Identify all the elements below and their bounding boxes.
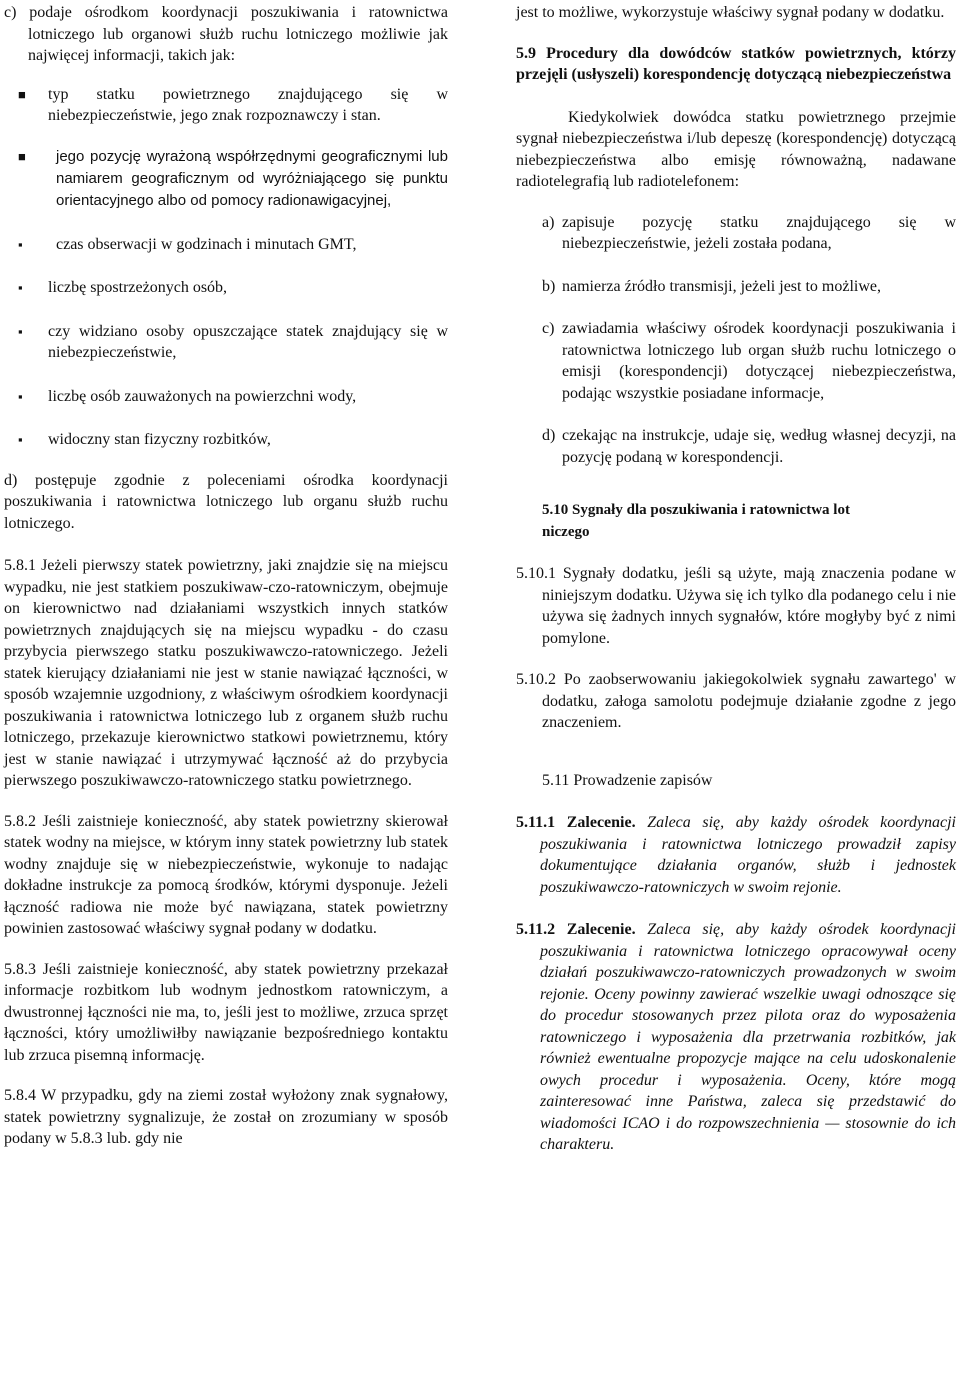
item-d: d) postępuje zgodnie z poleceniami ośrodka koordynacji poszukiwania i ratownictwa lotniczego lub organu służb ruchu lotniczego. [4, 471, 448, 532]
small-square-bullet-icon: ▪ [18, 432, 23, 447]
small-square-bullet-icon: ▪ [18, 236, 23, 252]
bullet-observation-time: ▪ czas obserwacji w godzinach i minutach GMT, [4, 234, 448, 256]
para-5-10-2: 5.10.2 Po zaobserwowaniu jakiegokolwiek sygnału zawartego' w dodatku, załoga samolotu podejmuje działanie zgodne z jego znaczeniem. [516, 671, 956, 731]
recommendation-label: Zalecenie. [566, 814, 636, 831]
heading-5-11: 5.11 Prowadzenie zapisów [542, 771, 713, 789]
bullet-persons-leaving: ▪ czy widziano osoby opuszczające statek znajdujący się w niebezpieczeństwie, [18, 322, 448, 361]
recommendation-5-11-1: 5.11.1 Zalecenie. Zaleca się, aby każdy ośrodek koordynacji poszukiwania i ratownictwa lotniczego prowadził zapisy dokumentujące działania organów, służb i jednostek poszukiwawczo-ratowniczych w swoim rejonie. [516, 814, 956, 896]
bullet-survivors-state: ▪ widoczny stan fizyczny rozbitków, [4, 429, 448, 451]
heading-5-9: 5.9 Procedury dla dowódców statków powietrznych, którzy przejęli (usłyszeli) korespondencję dotyczącą niebezpieczeństwa [516, 44, 956, 83]
list-item-b: b) namierza źródło transmisji, jeżeli jest to możliwe, [542, 277, 882, 295]
left-column [4, 0, 448, 1150]
para-5-8-1: 5.8.1 Jeżeli pierwszy statek powietrzny, jaki znajdzie się na miejscu wypadku, nie jest statkiem poszukiwaw-czo-ratowniczym, obejmuje on kierownictwo nad działaniami wszystkich innych statków powietrznych znajdujących się na miejscu wypadku - do czasu przybycia pierwszego statku poszukiwawczo-ratowniczego. Jeżeli statek kierujący działaniami nie jest w stanie nawiązać łączności, w sposób wzajemnie uzgodniony, z właściwym ośrodkiem koordynacji poszukiwania i ratownictwa lotniczego lub z organem służb ruchu lotniczego, przekazuje kierownictwo statkowi powietrznemu, który jest w stanie nawiązać i utrzymywać łączność aż do przybycia pierwszego poszukiwawczo-ratowniczego statku powietrznego. [4, 557, 448, 789]
bullet-aircraft-type: ■ typ statku powietrznego znajdującego się w niebezpieczeństwie, jego znak rozpoznawczy i stan. [18, 85, 448, 124]
recommendation-label: Zalecenie. [566, 921, 636, 938]
bullet-persons-water: ▪ liczbę osób zauważonych na powierzchni wody, [4, 386, 448, 408]
para-5-8-3: 5.8.3 Jeśli zaistnieje konieczność, aby statek powietrzny przekazał informacje rozbitkom lub wodnym jednostkom ratowniczym, a dwustronnej łączności nie ma, to, jeśli jest to możliwe, zrzuca sprzęt łączności, który umożliwiłby nawiązanie bezpośredniego kontaktu lub zrzuca pisemną informację. [4, 960, 448, 1064]
list-item-c: c) zawiadamia właściwy ośrodek koordynacji poszukiwania i ratownictwa lotniczego lub organ służb ruchu lotniczego o emisji (korespondencji) dotyczącej niebezpieczeństwa, podając wszystkie posiadane informacje, [542, 320, 956, 402]
para-5-10-1: 5.10.1 Sygnały dodatku, jeśli są użyte, mają znaczenia podane w niniejszym dodatku. Używa się ich tylko dla podanego celu i nie używa się żadnych innych sygnałów, które mogłyby być z nimi pomylone. [516, 565, 956, 647]
item-c-intro: c) podaje ośrodkom koordynacji poszukiwania i ratownictwa lotniczego lub organowi służb ruchu lotniczego możliwie jak najwięcej informacji, takich jak: [4, 4, 448, 64]
small-square-bullet-icon: ▪ [18, 388, 23, 404]
right-column [516, 0, 956, 1156]
square-bullet-icon: ■ [18, 148, 26, 164]
para-5-9: Kiedykolwiek dowódca statku powietrznego przejmie sygnał niebezpieczeństwa i/lub depeszę (korespondencję) dotyczącą niebezpieczeństwa albo emisję równoważną, nadawane radiotelegrafią lub radiotelefonem: [516, 108, 956, 190]
para-5-8-2: 5.8.2 Jeśli zaistnieje konieczność, aby statek powietrzny skierował statek wodny na miejsce, w którym inny statek powietrzny lub statek wodny znajduje się w niebezpieczeństwie, wykonuje to nadając dokładne instrukcje za pomocą środków, którymi dysponuje. Jeżeli łączność radiowa nie może być nawiązana, statek powietrzny powinien zastosować właściwy sygnał podany w dodatku. [4, 812, 448, 937]
para-continuation: jest to możliwe, wykorzystuje właściwy sygnał podany w dodatku. [516, 4, 945, 21]
bullet-persons-count: ▪ liczbę spostrzeżonych osób, [4, 277, 448, 299]
bullet-position: ■ jego pozycję wyrażoną współrzędnymi geograficznymi lub namiarem geograficznym od wyróżniającego się punktu orientacyjnego albo od pomocy radionawigacyjnej, [18, 147, 448, 209]
recommendation-5-11-2: 5.11.2 Zalecenie. Zaleca się, aby każdy ośrodek koordynacji poszukiwania i ratownictwa lotniczego opracowywał oceny działań poszukiwawczo-ratowniczych prowadzonych w swoim rejonie. Oceny powinny zawierać wszelkie uwagi odnoszące się do procedur stosowanych przez pilota oraz do wyposażenia ratowniczego i wyposażenia dla przetrwania rozbitków, jak również ewentualne propozycje mające na celu udoskonalenie owych procedur i wyposażenia. Oceny, które mogą zainteresować inne Państwa, zaleca się przedstawić do wiadomości ICAO i do rozpowszechnienia — stosownie do ich charakteru. [516, 921, 956, 1153]
square-bullet-icon: ■ [18, 86, 26, 102]
list-item-d: d) czekając na instrukcje, udaje się, według własnej decyzji, na pozycję podaną w korespondencji. [542, 427, 956, 466]
para-5-8-4: 5.8.4 W przypadku, gdy na ziemi został wyłożony znak sygnałowy, statek powietrzny sygnalizuje, że został on zrozumiany w sposób podany w 5.8.3 lub. gdy nie [4, 1087, 448, 1147]
small-square-bullet-icon: ▪ [18, 323, 23, 339]
list-item-a: a) zapisuje pozycję statku znajdującego się w niebezpieczeństwie, jeżeli została podana, [542, 213, 956, 252]
small-square-bullet-icon: ▪ [18, 280, 23, 295]
heading-5-10: 5.10 Sygnały dla poszukiwania i ratownictwa lot niczego [542, 502, 850, 540]
